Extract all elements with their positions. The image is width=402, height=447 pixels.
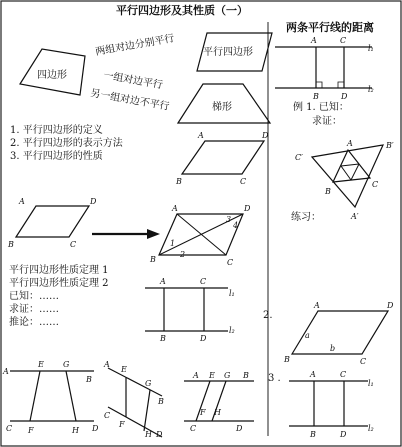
angle-label: 2 [180,250,186,259]
point-label: B [310,430,316,439]
mid-line [341,164,359,166]
segment-gh [144,390,150,431]
segment-gh [66,371,76,421]
line-label: l₁ [368,44,374,53]
point-label: F [200,408,206,417]
point-label: D [92,424,99,433]
point-label: G [224,371,231,380]
point-label: A [314,301,320,310]
quadrilateral-label: 四边形 [37,70,67,81]
point-label: A [311,36,317,45]
point-label: B [8,240,14,249]
main-title: 平行四边形及其性质（一） [116,4,248,17]
condition-parallelogram: 两组对边分别平行 [94,33,176,58]
trapezoid-label: 梯形 [212,102,232,113]
point-label: H [145,430,152,439]
condition-trapezoid-2: 另一组对边不平行 [89,88,171,113]
point-label: A′ [351,212,359,221]
point-label: C [227,258,234,267]
point-label: G [145,379,152,388]
inner-triangle [333,150,370,182]
outline-item-2: 2. 平行四边形的表示方法 [10,138,123,149]
parallelogram-left [16,206,89,237]
point-label: B [313,92,319,101]
point-label: C [340,370,347,379]
diagonal-ac [177,214,226,255]
example-prove: 求证： [312,116,342,127]
point-label: H [72,426,79,435]
line-label: l₂ [368,85,374,94]
segment-ef [30,371,40,421]
point-label: A [172,204,178,213]
side-label: b [330,344,336,353]
point-label: E [121,365,127,374]
point-label: A [3,367,9,376]
outline-item-3: 3. 平行四边形的性质 [10,151,103,162]
given-line: 已知：…… [9,291,59,302]
mid-line [351,164,359,180]
point-label: C [6,424,13,433]
point-label: C [190,424,197,433]
line-label: l₂ [368,424,374,433]
outer-triangle [312,145,383,207]
side-title: 两条平行线的距离 [286,21,374,34]
page-border [1,1,401,446]
point-label: C [372,180,379,189]
point-label: A [347,139,353,148]
point-label: D [200,334,207,343]
point-label: B′ [386,141,394,150]
example-given: 例 1. 已知： [293,102,349,113]
point-label: D [236,424,243,433]
right-angle-mark [338,82,344,88]
line-label: l₁ [229,289,235,298]
point-label: D [341,92,348,101]
point-label: B [86,375,92,384]
practice-label: 练习： [291,212,321,223]
point-label: A [160,277,166,286]
side-label: a [305,331,310,340]
outline-item-1: 1. 平行四边形的定义 [10,125,103,136]
line-label: l₂ [229,326,235,335]
point-label: B [176,177,182,186]
condition-trapezoid-1: 一组对边平行 [102,70,164,92]
point-label: A [193,371,199,380]
point-label: D [262,131,269,140]
point-label: B [160,334,166,343]
point-label: D [340,430,347,439]
point-label: B [158,397,164,406]
point-label: B [284,355,290,364]
point-label: D [90,197,97,206]
point-label: A [104,360,110,369]
point-label: C [240,177,247,186]
prove-line: 求证：…… [9,304,59,315]
line-label: l₁ [368,379,374,388]
point-label: E [209,371,215,380]
point-label: D [156,430,163,439]
point-label: B [243,371,249,380]
parallelogram-label: 平行四边形 [203,47,253,58]
practice-3-number: 3 . [268,373,281,384]
point-label: D [387,301,394,310]
point-label: B [150,255,156,264]
angle-label: 4 [233,221,239,230]
point-label: C [340,36,347,45]
point-label: A [310,370,316,379]
point-label: A [19,197,25,206]
point-label: A [198,131,204,140]
point-label: F [28,426,34,435]
practice-2-number: 2. [263,310,273,321]
mid-line [341,166,351,180]
slanted-line-ab [108,368,162,396]
point-label: D [244,204,251,213]
theorem-1: 平行四边形性质定理 1 [9,265,109,276]
reason-line: 推论：…… [9,317,59,328]
point-label: B [325,187,331,196]
point-label: C [70,240,77,249]
angle-label: 3 [226,215,232,224]
right-angle-mark [316,82,322,88]
point-label: C′ [295,153,303,162]
point-label: H [214,408,221,417]
theorem-2: 平行四边形性质定理 2 [9,278,109,289]
point-label: G [63,360,70,369]
parallelogram-abcd [182,141,264,174]
point-label: F [119,420,125,429]
arrow-head [147,229,160,239]
point-label: C [104,411,111,420]
point-label: C [200,277,207,286]
slanted-line-cd [108,407,162,437]
point-label: E [38,360,44,369]
angle-label: 1 [170,239,176,248]
point-label: C [360,357,367,366]
